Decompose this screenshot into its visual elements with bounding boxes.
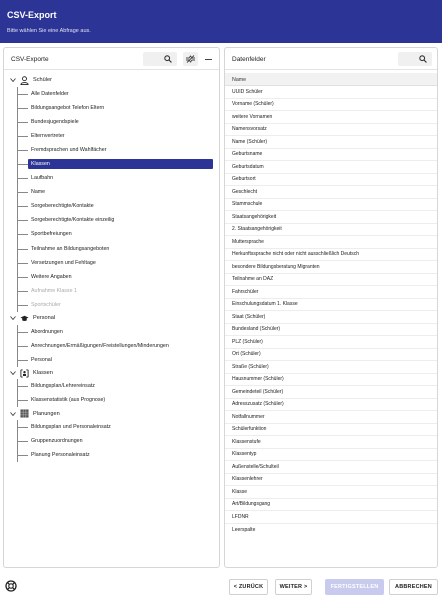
tree-group-label: Planungen [33, 410, 60, 417]
tree-item[interactable] [18, 434, 219, 448]
data-field-row[interactable]: Ort (Schüler) [225, 349, 437, 362]
tree-item[interactable] [18, 199, 219, 213]
class-group-icon [20, 369, 29, 378]
tree-item-label: Bundesjugendspiele [31, 118, 79, 125]
tree-item-label: Teilnahme an Bildungsangeboten [31, 245, 110, 252]
tree-item[interactable] [18, 171, 219, 185]
column-header-label: Name [232, 77, 247, 83]
tree-items [17, 379, 219, 407]
graduation-cap-icon [20, 314, 29, 323]
data-field-row[interactable]: Vorname (Schüler) [225, 99, 437, 112]
tree-item-label: Abordnungen [31, 328, 63, 335]
csv-exports-panel-header [4, 48, 219, 70]
data-field-row[interactable]: Klasse [225, 486, 437, 499]
data-field-row[interactable]: Gemeindeteil (Schüler) [225, 386, 437, 399]
data-field-row[interactable]: UUID Schüler [225, 86, 437, 99]
data-field-row[interactable]: Geschlecht [225, 186, 437, 199]
csv-exports-title: CSV-Exporte [11, 56, 49, 63]
data-field-row[interactable]: Teilnahme an DAZ [225, 274, 437, 287]
tree-items [17, 87, 219, 313]
tree-items [17, 325, 219, 367]
data-field-row[interactable]: Bundesland (Schüler) [225, 324, 437, 337]
back-button[interactable]: < ZURÜCK [229, 579, 268, 595]
data-field-row[interactable]: Muttersprache [225, 236, 437, 249]
tree-item-label: Bildungsplan/Lehrereinsatz [31, 383, 95, 390]
tree-item-label: Planung Personaleinsatz [31, 452, 90, 459]
tree-item-label: Sportbefreiungen [31, 231, 72, 238]
tree-item[interactable] [18, 87, 219, 101]
chevron-down-icon[interactable] [10, 370, 16, 376]
data-field-row[interactable]: Staatsangehörigkeit [225, 211, 437, 224]
tree-group-header[interactable] [4, 367, 219, 380]
tree-item[interactable] [18, 339, 219, 353]
data-field-row[interactable]: Stammschule [225, 199, 437, 212]
dialog-title: CSV-Export [7, 10, 57, 20]
tree-item-label: Anrechnungen/Ermäßigungen/Freistellungen/Minderungen [31, 342, 169, 349]
chevron-down-icon[interactable] [10, 411, 16, 417]
tree-item-label: Fremdsprachen und Wahlfächer [31, 146, 107, 153]
tree-item-label: Alle Datenfelder [31, 90, 69, 97]
data-field-row[interactable]: Adresszusatz (Schüler) [225, 399, 437, 412]
tree-item-label: Elternvertreter [31, 132, 65, 139]
tree-group-klassen [4, 367, 219, 408]
data-fields-title: Datenfelder [232, 56, 266, 63]
tree-item[interactable] [18, 353, 219, 367]
collapse-all-icon[interactable] [202, 52, 214, 66]
data-field-row[interactable]: Art/Bildungsgang [225, 499, 437, 512]
tree-group-header[interactable] [4, 407, 219, 420]
planning-grid-icon [20, 409, 29, 418]
tree-item-label: Personal [31, 356, 52, 363]
data-field-row[interactable]: Hausnummer (Schüler) [225, 374, 437, 387]
data-field-row[interactable]: Notfallnummer [225, 411, 437, 424]
data-field-row[interactable]: Geburtsname [225, 149, 437, 162]
filter-toggle-icon[interactable] [183, 52, 198, 66]
tree-item[interactable] [18, 213, 219, 227]
chevron-down-icon[interactable] [10, 77, 16, 83]
app-header [0, 0, 442, 43]
data-field-row[interactable]: Name (Schüler) [225, 136, 437, 149]
data-fields-search[interactable] [398, 52, 432, 66]
help-lifebuoy-icon[interactable] [5, 580, 17, 592]
tree-item[interactable] [18, 242, 219, 256]
data-field-row[interactable]: Straße (Schüler) [225, 361, 437, 374]
data-field-row[interactable]: 2. Staatsangehörigkeit [225, 224, 437, 237]
csv-exports-panel [3, 47, 220, 568]
data-field-row[interactable]: Einschulungsdatum 1. Klasse [225, 299, 437, 312]
tree-item-label: Sportschüler [31, 301, 61, 308]
tree-item-label: Weitere Angaben [31, 273, 72, 280]
tree-item[interactable] [18, 325, 219, 339]
chevron-down-icon[interactable] [10, 315, 16, 321]
tree-item-label: Bildungsangebot Telefon Eltern [31, 104, 105, 111]
tree-group-label: Schüler [33, 77, 52, 84]
tree-group-planungen [4, 407, 219, 462]
data-field-row[interactable]: Namensvorsatz [225, 124, 437, 137]
tree-item-label: Klassen [28, 159, 213, 169]
tree-item[interactable] [18, 157, 219, 171]
data-field-row[interactable]: Leerspalte [232, 526, 256, 533]
tree-item-label: Sorgeberechtigte/Kontakte [31, 203, 94, 210]
tree-item-label: Klassenstatistik (aus Prognose) [31, 397, 106, 404]
tree-item-label: Name [31, 189, 46, 196]
tree-group-schüler [4, 74, 219, 312]
person-icon [20, 76, 29, 85]
data-field-row[interactable]: Herkunftssprache nicht oder nicht ausschließlich Deutsch [225, 249, 437, 262]
tree-items [17, 420, 219, 462]
tree-item[interactable] [18, 115, 219, 129]
tree-group-header[interactable] [4, 74, 219, 87]
data-field-row[interactable]: Geburtsort [225, 174, 437, 187]
finish-button[interactable]: FERTIGSTELLEN [325, 579, 384, 595]
data-field-row[interactable]: Klassenlehrer [225, 474, 437, 487]
tree-item-label: Gruppenzuordnungen [31, 438, 83, 445]
tree-item[interactable] [18, 448, 219, 462]
tree-item[interactable] [18, 227, 219, 241]
tree-group-personal [4, 312, 219, 367]
search-icon [164, 55, 172, 63]
data-field-row[interactable]: Geburtsdatum [225, 161, 437, 174]
data-fields-panel-header [225, 48, 437, 70]
tree-group-label: Klassen [33, 370, 53, 377]
data-field-row[interactable]: LFDNR [225, 511, 437, 524]
data-field-row[interactable]: PLZ (Schüler) [225, 336, 437, 349]
tree-item [18, 284, 219, 298]
tree-item[interactable] [18, 393, 219, 407]
tree-item[interactable] [18, 143, 219, 157]
data-field-row[interactable]: Klassentyp [225, 449, 437, 462]
csv-exports-tree [4, 74, 219, 567]
data-field-row[interactable]: Schülerfunktion [225, 424, 437, 437]
tree-item[interactable] [18, 270, 219, 284]
data-field-row[interactable]: besondere Bildungsberatung Migranten [225, 261, 437, 274]
tree-item-label: Sorgeberechtigte/Kontakte einzeilig [31, 217, 115, 224]
tree-item-label: Aufnahme Klasse 1 [31, 287, 77, 294]
data-fields-panel [224, 47, 438, 568]
tree-item[interactable] [18, 379, 219, 393]
search-icon [419, 55, 427, 63]
tree-item [18, 298, 219, 312]
data-field-row[interactable]: Klassenstufe [225, 436, 437, 449]
tree-item[interactable] [18, 420, 219, 434]
data-fields-list [225, 86, 437, 536]
dialog-subtitle: Bitte wählen Sie eine Abfrage aus. [7, 28, 91, 34]
next-button[interactable]: WEITER > [275, 579, 312, 595]
data-field-row[interactable]: weitere Vornamen [225, 111, 437, 124]
data-field-row[interactable]: Staat (Schüler) [225, 311, 437, 324]
tree-item[interactable] [18, 256, 219, 270]
tree-item-label: Bildungsplan und Personaleinsatz [31, 424, 111, 431]
tree-group-label: Personal [33, 315, 56, 322]
tree-item-label: Laufbahn [31, 175, 54, 182]
csv-exports-search[interactable] [143, 52, 177, 66]
tree-item[interactable] [18, 185, 219, 199]
column-header-name[interactable] [225, 73, 437, 86]
cancel-button[interactable]: ABBRECHEN [389, 579, 438, 595]
tree-item[interactable] [18, 101, 219, 115]
data-field-row[interactable]: Außenstelle/Schulteil [225, 461, 437, 474]
tree-item[interactable] [18, 129, 219, 143]
tree-item-label: Versetzungen und Fehltage [31, 259, 96, 266]
tree-group-header[interactable] [4, 312, 219, 325]
data-field-row[interactable]: Fahrschüler [225, 286, 437, 299]
